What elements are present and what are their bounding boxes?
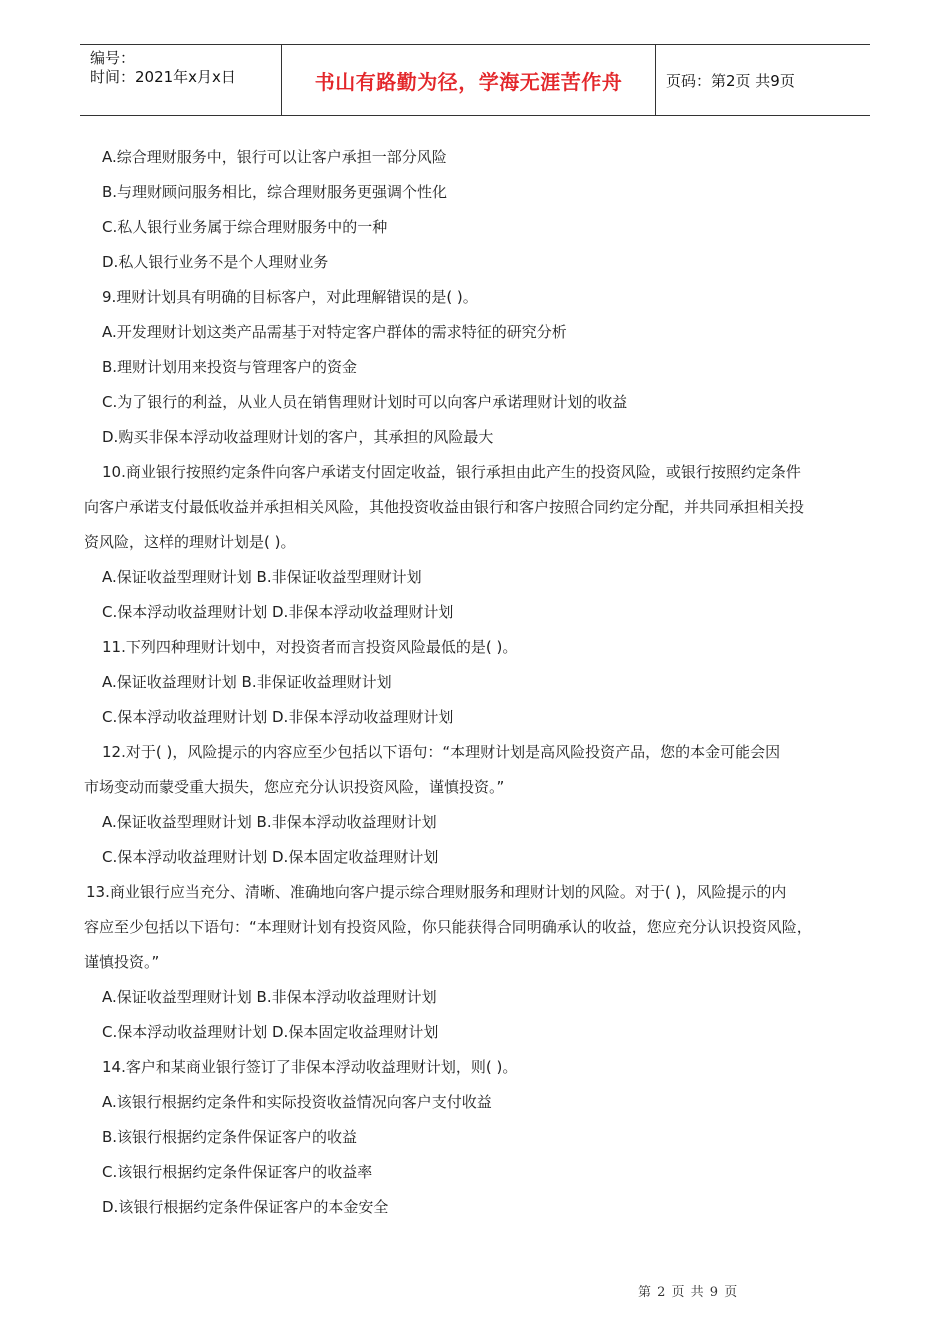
time-label: 时间：2021年x月x日 [90, 68, 236, 86]
code-label: 编号： [90, 49, 136, 67]
text-line: 9.理财计划具有明确的目标客户，对此理解错误的是( )。 [102, 288, 478, 306]
text-line: B.该银行根据约定条件保证客户的收益 [102, 1128, 358, 1146]
text-line: C.该银行根据约定条件保证客户的收益率 [102, 1163, 373, 1181]
text-line: 向客户承诺支付最低收益并承担相关风险，其他投资收益由银行和客户按照合同约定分配，并共同承担相关投 [84, 498, 805, 516]
text-line: D.私人银行业务不是个人理财业务 [102, 253, 329, 271]
text-line: C.私人银行业务属于综合理财服务中的一种 [102, 218, 388, 236]
text-line: A.开发理财计划这类产品需基于对特定客户群体的需求特征的研究分析 [102, 323, 567, 341]
page-header [80, 44, 870, 116]
page-label: 页码：第2页 共9页 [666, 71, 795, 90]
text-line: B.与理财顾问服务相比，综合理财服务更强调个性化 [102, 183, 448, 201]
text-line: D.购买非保本浮动收益理财计划的客户，其承担的风险最大 [102, 428, 494, 446]
header-info-cell [80, 45, 282, 115]
page-footer: 第 2 页 共 9 页 [638, 1285, 739, 1300]
text-line: B.理财计划用来投资与管理客户的资金 [102, 358, 358, 376]
text-line: 11.下列四种理财计划中，对投资者而言投资风险最低的是( )。 [102, 638, 518, 656]
text-line: A.保证收益型理财计划 B.非保本浮动收益理财计划 [102, 988, 437, 1006]
text-line: 10.商业银行按照约定条件向客户承诺支付固定收益，银行承担由此产生的投资风险，或银行按照约定条件 [102, 463, 801, 481]
text-line: A.保证收益理财计划 B.非保证收益理财计划 [102, 673, 392, 691]
text-line: A.保证收益型理财计划 B.非保证收益型理财计划 [102, 568, 422, 586]
header-page-cell [656, 45, 870, 115]
text-line: A.该银行根据约定条件和实际投资收益情况向客户支付收益 [102, 1093, 492, 1111]
document-body [84, 140, 884, 1225]
text-line: 市场变动而蒙受重大损失，您应充分认识投资风险，谨慎投资。” [84, 778, 505, 796]
header-motto-cell [282, 45, 656, 115]
text-line: 14.客户和某商业银行签订了非保本浮动收益理财计划，则( )。 [102, 1058, 518, 1076]
text-line: 12.对于( )，风险提示的内容应至少包括以下语句：“本理财计划是高风险投资产品，您的本金可能会因 [102, 743, 781, 761]
text-line: 谨慎投资。” [84, 953, 160, 971]
text-line: C.保本浮动收益理财计划 D.非保本浮动收益理财计划 [102, 603, 454, 621]
text-line: 容应至少包括以下语句：“本理财计划有投资风险，你只能获得合同明确承认的收益，您应充分认识投资风险， [84, 918, 812, 936]
text-line: 资风险，这样的理财计划是( )。 [84, 533, 296, 551]
text-line: D.该银行根据约定条件保证客户的本金安全 [102, 1198, 389, 1216]
text-line: A.综合理财服务中，银行可以让客户承担一部分风险 [102, 148, 447, 166]
text-line: C.为了银行的利益，从业人员在销售理财计划时可以向客户承诺理财计划的收益 [102, 393, 628, 411]
text-line: C.保本浮动收益理财计划 D.非保本浮动收益理财计划 [102, 708, 454, 726]
text-line: A.保证收益型理财计划 B.非保本浮动收益理财计划 [102, 813, 437, 831]
motto-text: 书山有路勤为径，学海无涯苦作舟 [314, 69, 623, 94]
text-line: C.保本浮动收益理财计划 D.保本固定收益理财计划 [102, 1023, 439, 1041]
text-line: 13.商业银行应当充分、清晰、准确地向客户提示综合理财服务和理财计划的风险。对于( )，风险提示的内 [86, 883, 787, 901]
text-line: C.保本浮动收益理财计划 D.保本固定收益理财计划 [102, 848, 439, 866]
